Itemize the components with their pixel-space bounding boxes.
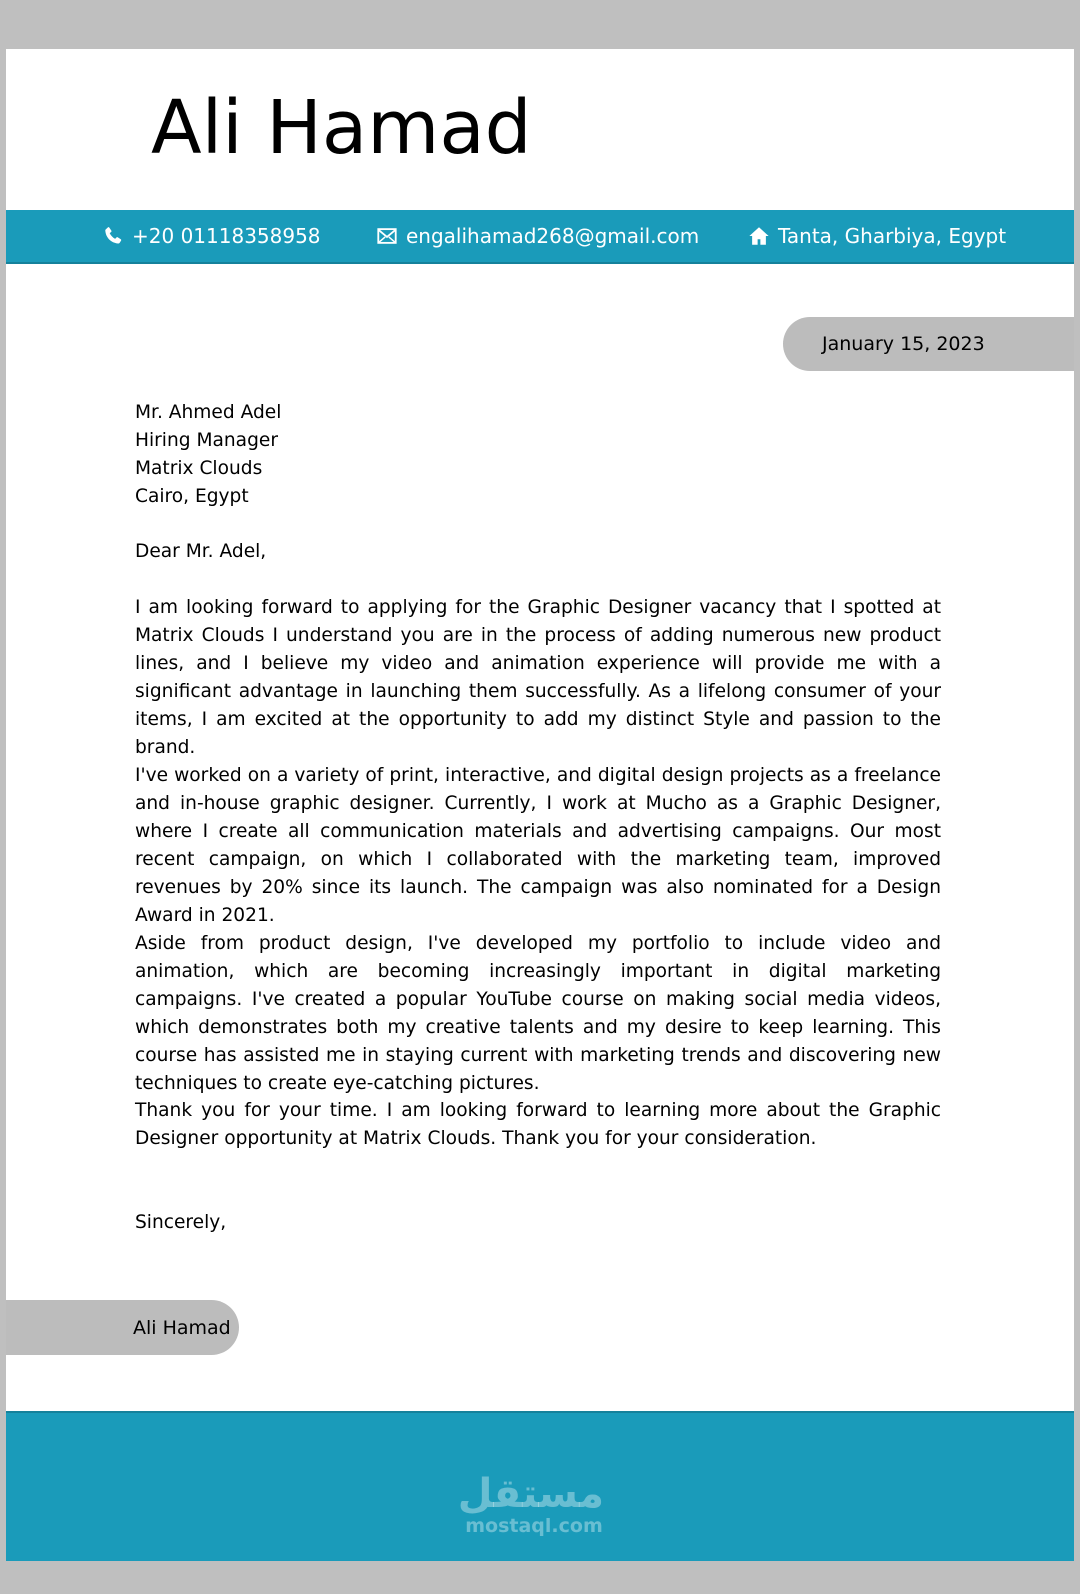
mostaql-watermark bbox=[457, 1471, 604, 1537]
contact-phone bbox=[102, 210, 321, 262]
recipient-company: Matrix Clouds bbox=[135, 458, 263, 479]
home-icon bbox=[748, 225, 770, 247]
phone-number: +20 01118358958 bbox=[132, 224, 321, 248]
contact-bar bbox=[6, 210, 1074, 264]
body-paragraph: Aside from product design, I've developed my portfolio to include video and animation, which are becoming increasingly important in digital marketing campaigns. I've created a popular YouTube course on making social media videos, which demonstrates both my creative talents and my desire to keep learning. This course has assisted me in staying current with marketing trends and discovering new techniques to create eye-catching pictures. bbox=[135, 933, 941, 1094]
recipient-name: Mr. Ahmed Adel bbox=[135, 402, 282, 423]
signature-badge bbox=[6, 1300, 239, 1355]
recipient-location: Cairo, Egypt bbox=[135, 486, 249, 507]
footer-band bbox=[6, 1411, 1074, 1561]
watermark-latin: mostaql.com bbox=[465, 1515, 603, 1537]
body-paragraph: I am looking forward to applying for the Graphic Designer vacancy that I spotted at Matrix Clouds I understand you are in the process of adding numerous new product lines, and I believe my video and animation experience will provide me with a significant advantage in launching them successfully. As a lifelong consumer of your items, I am excited at the opportunity to add my distinct Style and passion to the brand. bbox=[135, 597, 941, 758]
salutation: Dear Mr. Adel, bbox=[135, 541, 267, 562]
address-text: Tanta, Gharbiya, Egypt bbox=[778, 224, 1007, 248]
applicant-name: Ali Hamad bbox=[151, 85, 532, 171]
letter-page bbox=[6, 49, 1074, 1561]
body-paragraph: I've worked on a variety of print, interactive, and digital design projects as a freelance and in-house graphic designer. Currently, I work at Mucho as a Graphic Designer, where I create all communication materials and advertising campaigns. Our most recent campaign, on which I collaborated with the marketing team, improved revenues by 20% since its launch. The campaign was also nominated for a Design Award in 2021. bbox=[135, 765, 941, 926]
envelope-icon bbox=[376, 225, 398, 247]
contact-email bbox=[376, 210, 699, 262]
phone-icon bbox=[102, 225, 124, 247]
date-badge bbox=[783, 317, 1074, 371]
signature-name: Ali Hamad bbox=[133, 1316, 231, 1339]
recipient-title: Hiring Manager bbox=[135, 430, 278, 451]
letter-date: January 15, 2023 bbox=[822, 333, 985, 355]
email-address: engalihamad268@gmail.com bbox=[406, 224, 700, 248]
closing-line: Sincerely, bbox=[135, 1212, 227, 1233]
contact-address bbox=[748, 210, 1006, 262]
recipient-block bbox=[135, 399, 941, 511]
watermark-arabic: مستقل bbox=[457, 1471, 604, 1517]
body-paragraph: Thank you for your time. I am looking forward to learning more about the Graphic Designer opportunity at Matrix Clouds. Thank you for your consideration. bbox=[135, 1100, 941, 1149]
